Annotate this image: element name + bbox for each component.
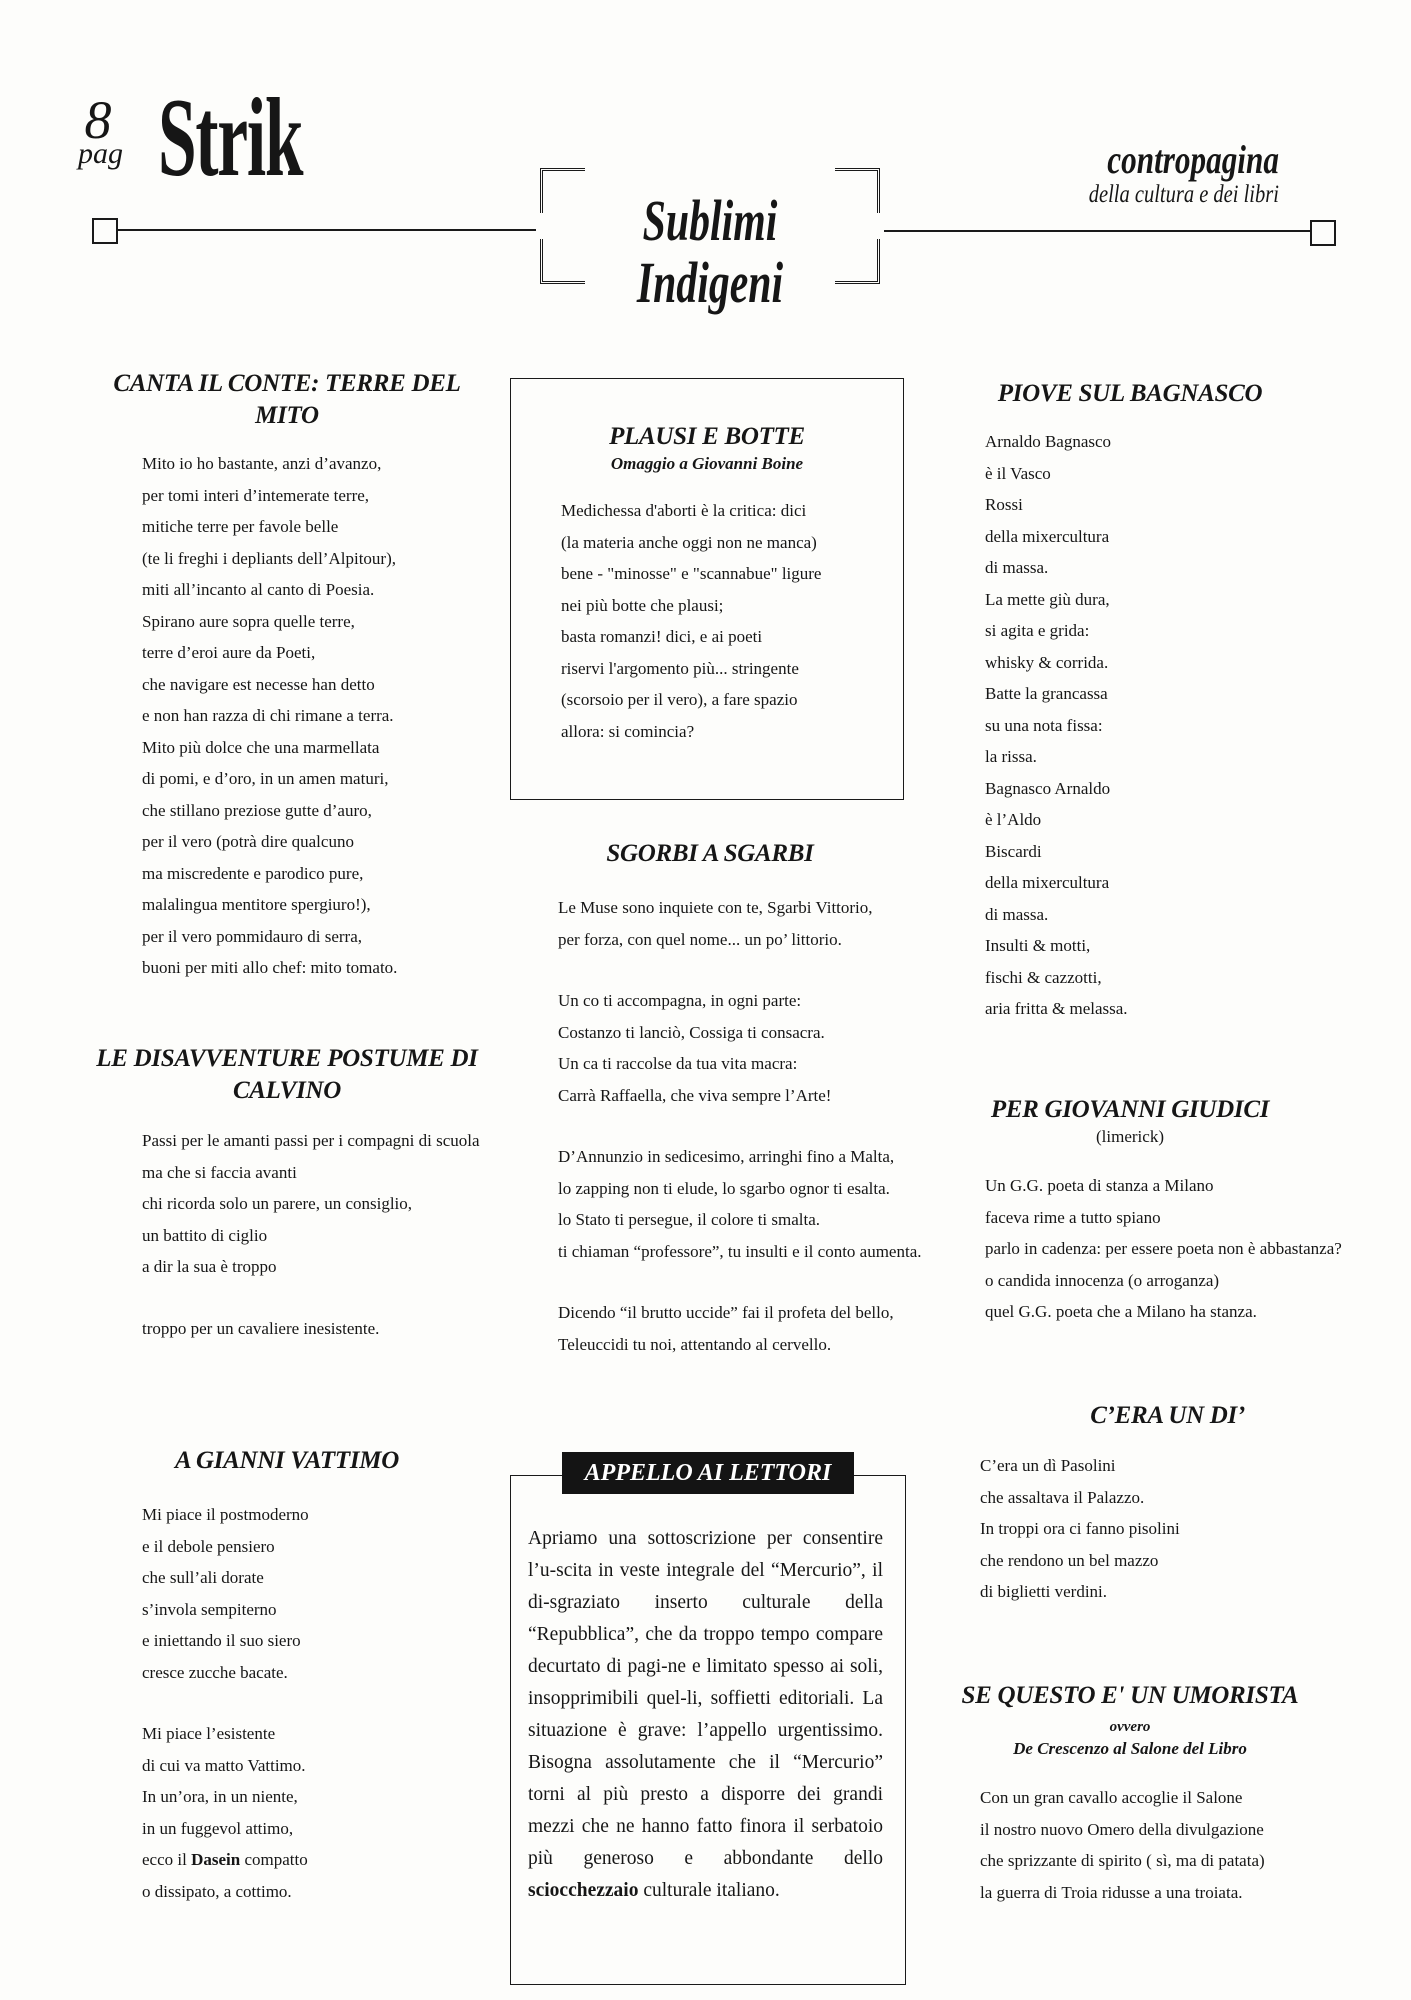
poem-line: che stillano preziose gutte d’auro, [142, 800, 372, 820]
frame-corner-tl [540, 168, 585, 213]
poem-line: e non han razza di chi rimane a terra. [142, 706, 394, 725]
poem-body [92, 1499, 482, 1907]
article-plausi-e-botte [510, 378, 904, 800]
poem-line: whisky & corrida. [985, 652, 1109, 672]
frame-corner-bl [540, 239, 585, 284]
poem-line: troppo per un cavaliere inesistente. [142, 1318, 380, 1338]
poem-line: a dir la sua è troppo [142, 1257, 277, 1276]
article-disavventure-calvino [92, 1043, 482, 1344]
poem-line: Con un gran cavallo accoglie il Salone [980, 1788, 1243, 1807]
poem-line: per il vero (potrà dire qualcuno [142, 832, 354, 851]
poem-line: D’Annunzio in sedicesimo, arringhi fino a Malta, [558, 1147, 895, 1166]
article-title: A GIANNI VATTIMO [175, 1447, 399, 1474]
poem-line: Mito io ho bastante, anzi d’avanzo, [142, 454, 382, 473]
poem-line: che sull’ali dorate [142, 1568, 264, 1587]
poem-line: per forza, con quel nome... un po’ littorio. [558, 929, 842, 949]
poem-line: allora: si comincia? [561, 721, 695, 741]
poem-line: Arnaldo Bagnasco [985, 432, 1112, 451]
poem-line: fischi & cazzotti, [985, 967, 1102, 987]
poem-line: Passi per le amanti passi per i compagni di scuola [142, 1131, 480, 1150]
poem-line: o dissipato, a cottimo. [142, 1881, 292, 1901]
right-box-marker [1310, 220, 1336, 246]
poem-line: quel G.G. poeta che a Milano ha stanza. [985, 1302, 1257, 1321]
article-title: PIOVE SUL BAGNASCO [997, 380, 1263, 407]
poem-line: e il debole pensiero [142, 1536, 275, 1556]
poem-line: in un fuggevol attimo, [142, 1818, 294, 1838]
article-sgorbi-a-sgarbi [510, 838, 922, 1360]
article-title-line-2: CALVINO [232, 1077, 342, 1104]
stanza-gap [142, 1688, 482, 1718]
poem-line: In un’ora, in un niente, [142, 1787, 298, 1806]
poem-line: di pomi, e d’oro, in un amen maturi, [142, 769, 389, 788]
poem-line: che sprizzante di spirito ( sì, ma di patata) [980, 1851, 1265, 1870]
poem-line: per il vero pommidauro di serra, [142, 926, 362, 946]
poem-line: su una nota fissa: [985, 715, 1103, 735]
stanza-gap [558, 955, 910, 985]
poem-body [92, 448, 482, 984]
poem-line: aria fritta & melassa. [985, 999, 1128, 1018]
poem-line: nei più botte che plausi; [561, 595, 724, 615]
article-subtitle: (limerick) [1096, 1127, 1164, 1146]
poem-line: (la materia anche oggi non ne manca) [561, 532, 817, 552]
poem-line: terre d’eroi aure da Poeti, [142, 643, 316, 662]
poem-line: o candida innocenza (o arroganza) [985, 1270, 1220, 1290]
poem-line: Bagnasco Arnaldo [985, 778, 1111, 798]
article-se-questo-e-un-umorista [940, 1680, 1320, 1908]
poem-line: Un G.G. poeta di stanza a Milano [985, 1176, 1214, 1195]
poem-line: faceva rime a tutto spiano [985, 1207, 1161, 1227]
poem-line: La mette giù dura, [985, 589, 1110, 609]
poem-line: (scorsoio per il vero), a fare spazio [561, 690, 798, 709]
poem-line: malalingua mentitore spergiuro!), [142, 895, 371, 914]
article-gianni-vattimo [92, 1445, 482, 1907]
page-number [78, 90, 123, 170]
poem-line: che rendono un bel mazzo [980, 1550, 1159, 1570]
poem-line: (te li freghi i depliants dell’Alpitour), [142, 548, 396, 568]
poem-line: della mixercultura [985, 526, 1110, 546]
poem-line: Costanzo ti lanciò, Cossiga ti consacra. [558, 1022, 825, 1042]
poem-line: che navigare est necesse han detto [142, 674, 375, 694]
poem-line: Medichessa d'aborti è la critica: dici [561, 501, 807, 520]
poem-line: Teleuccidi tu noi, attentando al cervello. [558, 1334, 832, 1354]
poem-line: Spirano aure sopra quelle terre, [142, 611, 355, 631]
article-title: CANTA IL CONTE: TERRE DEL MITO [113, 370, 461, 429]
poem-line: ma miscredente e parodico pure, [142, 863, 364, 883]
poem-line: In troppi ora ci fanno pisolini [980, 1519, 1180, 1538]
poem-body [511, 495, 903, 747]
stanza-gap [558, 1267, 910, 1297]
appello-title: APPELLO AI LETTORI [562, 1452, 854, 1494]
poem-line: la guerra di Troia ridusse a una troiata. [980, 1882, 1243, 1902]
poem-body [510, 892, 922, 1360]
poem-line: buoni per miti allo chef: mito tomato. [142, 958, 398, 977]
poem-line: chi ricorda solo un parere, un consiglio, [142, 1194, 413, 1213]
column-title-frame [540, 168, 880, 315]
poem-line: Un co ti accompagna, in ogni parte: [558, 991, 802, 1010]
poem-line: Mito più dolce che una marmellata [142, 737, 380, 757]
article-piove-sul-bagnasco [940, 378, 1320, 1025]
article-title: SGORBI A SGARBI [606, 840, 814, 867]
poem-line: bene - "minosse" e "scannabue" ligure [561, 564, 822, 583]
poem-line: di cui va matto Vattimo. [142, 1755, 306, 1775]
page-label: pag [78, 137, 123, 170]
poem-line: ti chiaman “professore”, tu insulti e il conto aumenta. [558, 1241, 922, 1261]
poem-line: ma che si faccia avanti [142, 1162, 297, 1182]
dasein-word: Dasein [191, 1850, 241, 1869]
section-heading [1047, 137, 1279, 210]
appello-text-end: culturale italiano. [638, 1880, 780, 1901]
poem-line: di massa. [985, 558, 1049, 577]
poem-line: s’invola sempiterno [142, 1599, 277, 1619]
poem-line: un battito di ciglio [142, 1225, 268, 1245]
appello-body [528, 1523, 883, 1907]
left-box-marker [92, 218, 118, 244]
appello-bold-word: sciocchezzaio [528, 1880, 639, 1901]
poem-line: lo zapping non ti elude, lo sgarbo ognor ti esalta. [558, 1178, 890, 1198]
right-rule [884, 230, 1312, 232]
poem-line: di massa. [985, 904, 1049, 924]
poem-line: Biscardi [985, 841, 1042, 861]
frame-corner-tr [835, 168, 880, 213]
stanza-gap [558, 1111, 910, 1141]
poem-line: parlo in cadenza: per essere poeta non è abbastanza? [985, 1239, 1342, 1258]
poem-line: Le Muse sono inquiete con te, Sgarbi Vittorio, [558, 898, 873, 917]
poem-line: la rissa. [985, 747, 1037, 766]
stanza-gap [142, 1283, 482, 1313]
poem-line: Mi piace il postmoderno [142, 1505, 309, 1524]
article-title: PER GIOVANNI GIUDICI [990, 1096, 1270, 1123]
poem-line: che assaltava il Palazzo. [980, 1487, 1145, 1507]
poem-line: lo Stato ti persegue, il colore ti smalta. [558, 1210, 821, 1229]
poem-line: C’era un dì Pasolini [980, 1456, 1116, 1475]
page-number-value: 8 [84, 90, 112, 150]
frame-corner-br [835, 239, 880, 284]
article-per-giovanni-giudici [940, 1094, 1342, 1328]
section-subtitle: della cultura e dei libri [1088, 181, 1279, 208]
poem-body [940, 426, 1320, 1025]
poem-line: di biglietti verdini. [980, 1582, 1108, 1601]
poem-line: Mi piace l’esistente [142, 1724, 276, 1743]
poem-line: il nostro nuovo Omero della divulgazione [980, 1819, 1264, 1839]
article-title: C’ERA UN DI’ [1090, 1402, 1245, 1429]
poem-line: Batte la grancassa [985, 684, 1108, 703]
poem-body [940, 1450, 1320, 1608]
poem-line: Un ca ti raccolse da tua vita macra: [558, 1054, 798, 1073]
article-canta-il-conte [92, 368, 482, 984]
article-subtitle-2: De Crescenzo al Salone del Libro [1013, 1739, 1247, 1758]
poem-line: miti all’incanto al canto di Poesia. [142, 580, 375, 599]
poem-line: si agita e grida: [985, 621, 1090, 640]
poem-line: è il Vasco [985, 463, 1051, 483]
poem-line: Carrà Raffaella, che viva sempre l’Arte! [558, 1085, 832, 1105]
poem-line: Dicendo “il brutto uccide” fai il profeta del bello, [558, 1303, 894, 1322]
left-rule [116, 229, 536, 231]
article-title-line-1: LE DISAVVENTURE POSTUME DI [96, 1045, 478, 1072]
article-title: PLAUSI E BOTTE [609, 423, 805, 450]
poem-body [92, 1125, 482, 1344]
poem-line: della mixercultura [985, 873, 1110, 892]
section-title: contropagina [1107, 137, 1279, 182]
poem-body [940, 1782, 1320, 1908]
poem-line: Rossi [985, 495, 1023, 514]
poem-line: basta romanzi! dici, e ai poeti [561, 627, 763, 646]
poem-line: Insulti & motti, [985, 936, 1091, 955]
magazine-logo: Strik [158, 76, 303, 200]
dasein-post: compatto [240, 1850, 308, 1869]
article-cera-un-di [940, 1400, 1320, 1608]
appello-text: Apriamo una sottoscrizione per consentire l’u-scita in veste integrale del “Mercurio”, il di-sgraziato inserto culturale della “Repubblica”, che da troppo tempo compare decurtato di pagi-ne e limitato spesso ai soli, insopprimibili quel-li, soffietti editoriali. La situazione è grave: l’appello urgentissimo. Bisogna assolutamente che il “Mercurio” torni al più presto a disporre dei grandi mezzi che ne hanno fatto finora il serbatoio più generoso e abbondante dello [528, 1528, 883, 1869]
poem-line: mitiche terre per favole belle [142, 517, 339, 536]
article-subtitle: Omaggio a Giovanni Boine [610, 454, 804, 473]
dasein-pre: ecco il [142, 1850, 192, 1869]
poem-line: è l’Aldo [985, 810, 1042, 829]
poem-line: cresce zucche bacate. [142, 1662, 288, 1682]
article-subtitle-1: ovvero [1109, 1719, 1151, 1735]
poem-line: riservi l'argomento più... stringente [561, 658, 799, 678]
poem-line-dasein [142, 1844, 482, 1876]
article-title: SE QUESTO E' UN UMORISTA [961, 1682, 1299, 1709]
poem-body [940, 1170, 1342, 1328]
poem-line: per tomi interi d’intemerate terre, [142, 485, 370, 505]
poem-line: e iniettando il suo siero [142, 1631, 301, 1650]
column-title: Sublimi Indigeni [636, 188, 784, 315]
